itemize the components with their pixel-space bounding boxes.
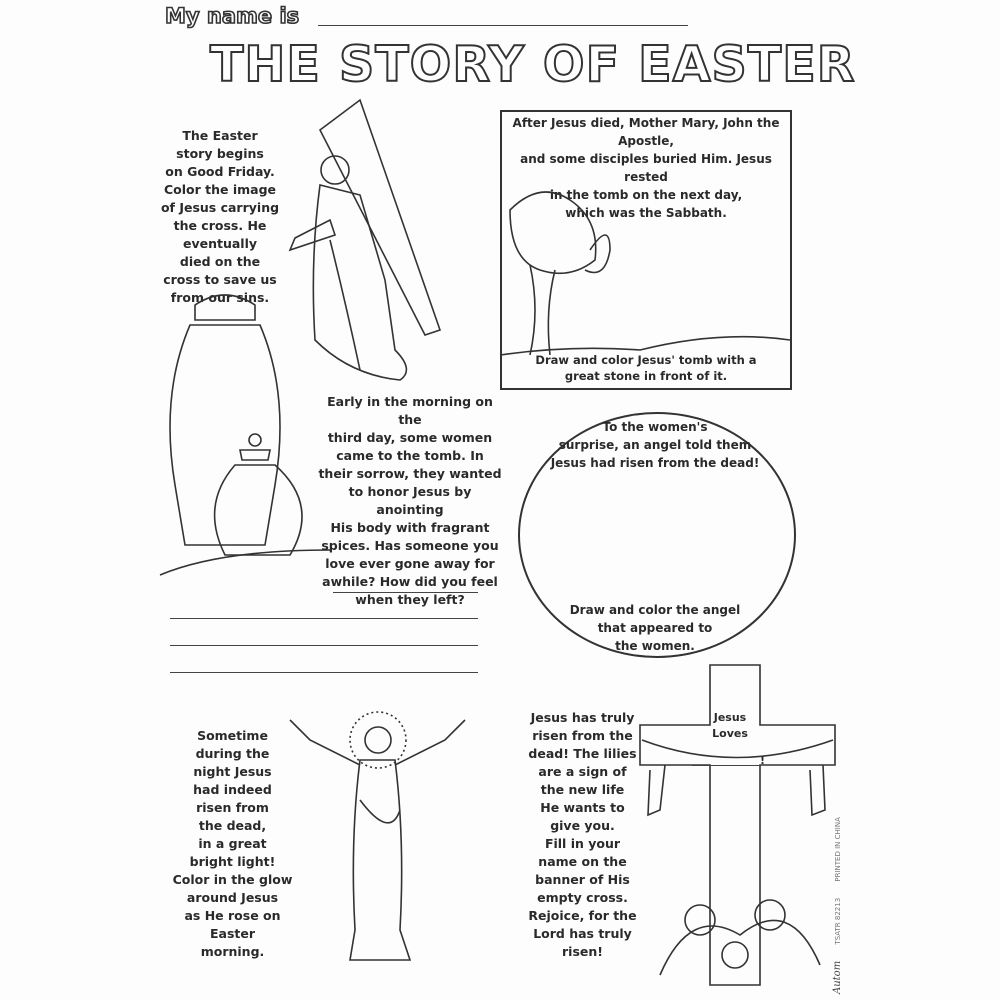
origin-text: PRINTED IN CHINA [834, 817, 842, 882]
name-label: My name is [165, 4, 300, 28]
spice-jars-illustration [160, 285, 335, 580]
answer-line-3[interactable] [170, 645, 478, 646]
page-title: THE STORY OF EASTER [210, 36, 856, 93]
answer-line-4[interactable] [170, 672, 478, 673]
banner-exclamation: ! [760, 754, 766, 767]
answer-line-1[interactable] [333, 592, 478, 593]
women-at-tomb-text: Early in the morning on the third day, some women came to the tomb. In their sorrow, they wanted to honor Jesus by anointing His body with fragrant spices. Has someone you love ever gone away for awhile? How did you feel when they left? [318, 394, 502, 607]
banner-name-line[interactable] [692, 765, 760, 766]
product-code: TSATR 82213 [834, 897, 842, 945]
brand-logo: Autom [832, 960, 843, 994]
banner-text: Jesus Loves [712, 711, 748, 740]
lilies-text: Jesus has truly risen from the dead! The lilies are a sign of the new life He wants to give you. Fill in your name on the banner of His empty cross. Rejoice, for the Lord has truly risen! [528, 710, 637, 959]
risen-jesus-illustration [290, 700, 470, 970]
good-friday-text: The Easter story begins on Good Friday. Color the image of Jesus carrying the cross. He eventually died on the cross to save us from our sins. [160, 128, 280, 305]
name-input-line[interactable] [318, 25, 688, 26]
angel-text: To the women's surprise, an angel told them Jesus had risen from the dead! [550, 420, 760, 470]
resurrection-text: Sometime during the night Jesus had indeed risen from the dead, in a great bright light! Color in the glow around Jesus as He rose on Easter morning. [172, 728, 293, 959]
tree-illustration [500, 180, 790, 380]
tomb-instruction: Draw and color Jesus' tomb with a great stone in front of it. [535, 353, 757, 383]
burial-text: After Jesus died, Mother Mary, John the Apostle, and some disciples buried Him. Jesus rested in the tomb on the next day, which was the Sabbath. [512, 116, 780, 220]
angel-instruction: Draw and color the angel that appeared to the women. [569, 603, 741, 653]
print-info [832, 817, 843, 994]
answer-line-2[interactable] [170, 618, 478, 619]
